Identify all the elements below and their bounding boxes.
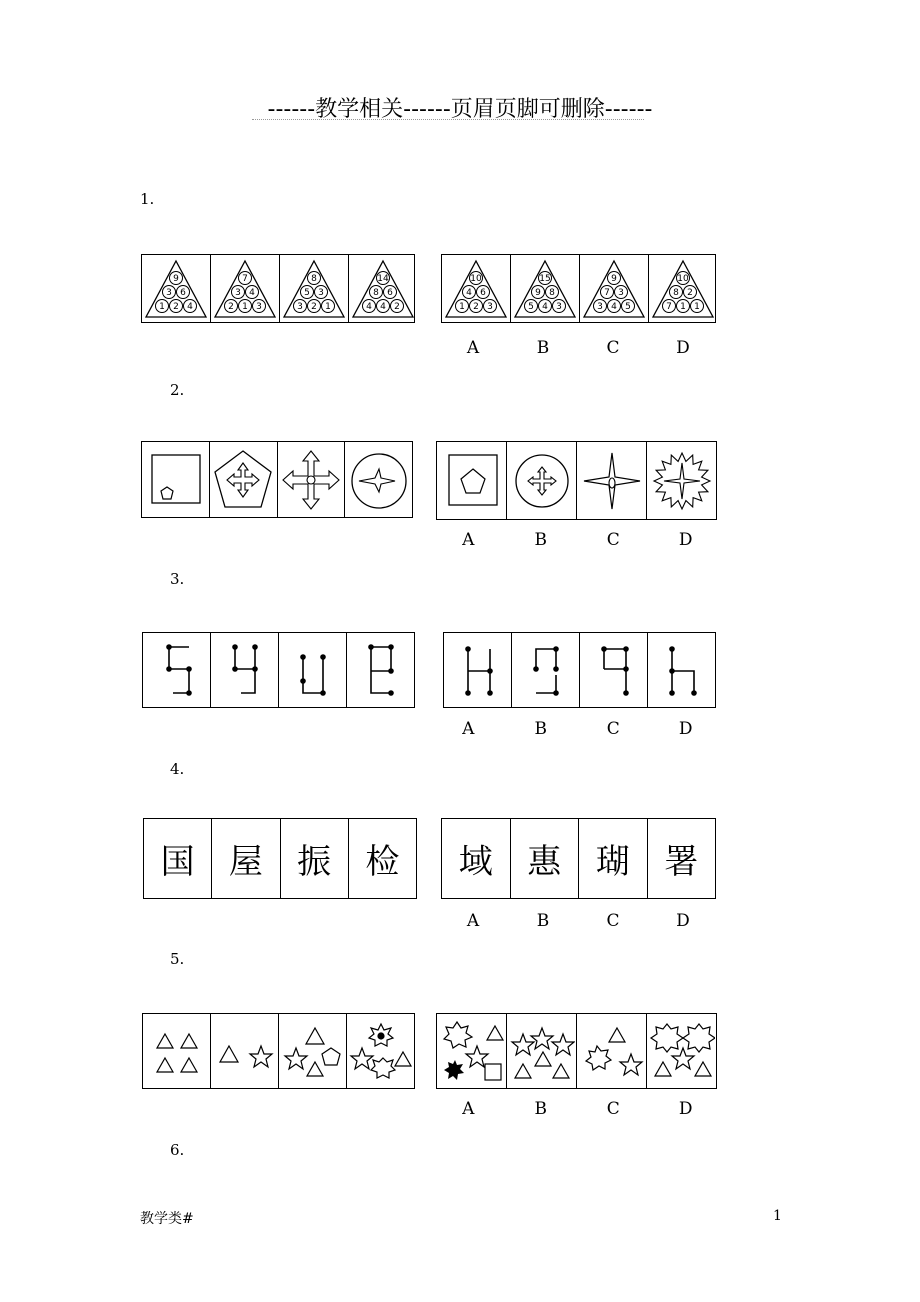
number-label: 3 — [166, 287, 172, 298]
q4-character-2: 屋 — [212, 819, 280, 898]
option-d-label[interactable]: D — [678, 1099, 693, 1119]
number-label: 1 — [680, 301, 686, 312]
q2-option-a[interactable] — [437, 442, 507, 519]
number-triangle-figure — [580, 257, 648, 321]
q3-option-d[interactable] — [648, 633, 715, 707]
arrows-cross-figure — [279, 445, 343, 515]
q2-figure-4 — [345, 442, 412, 517]
question-4-stimulus — [143, 818, 417, 899]
q1-option-3[interactable] — [580, 255, 649, 322]
question-3-options — [443, 632, 716, 708]
q5-option-a[interactable] — [437, 1014, 507, 1088]
number-triangle-figure — [349, 257, 417, 321]
number-label: 10 — [470, 273, 482, 284]
number-label: 14 — [377, 273, 389, 284]
question-2-number: 2. — [170, 381, 185, 399]
q3-figure-3 — [279, 633, 347, 707]
dot-line-option-c — [584, 637, 644, 703]
number-label: 6 — [480, 287, 486, 298]
number-label: 6 — [387, 287, 393, 298]
stars-triangle-figure — [349, 1016, 413, 1086]
q4-character-1: 国 — [144, 819, 212, 898]
q1-figure-3 — [280, 255, 349, 322]
question-4-options — [441, 818, 716, 899]
number-label: 9 — [535, 287, 541, 298]
question-3-stimulus — [142, 632, 415, 708]
number-triangle-figure — [280, 257, 348, 321]
question-2-option-labels — [432, 530, 722, 550]
q2-figure-2 — [210, 442, 278, 517]
option-b-label[interactable]: B — [536, 911, 550, 931]
page-number: 1 — [773, 1208, 782, 1224]
q3-option-c[interactable] — [580, 633, 648, 707]
option-d-label[interactable]: D — [676, 911, 690, 931]
pentagon-arrows-figure — [211, 445, 275, 515]
number-label: 4 — [187, 301, 193, 312]
q3-figure-4 — [347, 633, 414, 707]
option-b-label[interactable]: B — [534, 719, 547, 739]
number-label: 4 — [249, 287, 255, 298]
question-4-number: 4. — [170, 760, 185, 778]
number-label: 5 — [528, 301, 534, 312]
q1-option-4[interactable] — [649, 255, 717, 322]
number-label: 3 — [618, 287, 624, 298]
option-b-label[interactable]: B — [534, 1099, 547, 1119]
square-pentagon-option — [440, 445, 504, 517]
q4-option-a[interactable]: 域 — [442, 819, 511, 898]
question-2-options — [436, 441, 717, 520]
option-c-label[interactable]: C — [606, 1099, 620, 1119]
question-3-option-labels — [432, 719, 722, 739]
q4-option-d[interactable]: 署 — [664, 842, 699, 882]
number-label: 7 — [242, 273, 248, 284]
shapes-option-b — [509, 1016, 575, 1086]
number-triangle-figure — [142, 257, 210, 321]
number-label: 7 — [604, 287, 610, 298]
q3-figure-1 — [143, 633, 211, 707]
option-c-label[interactable]: C — [606, 338, 620, 358]
q4-character-4: 检 — [365, 842, 400, 882]
option-a-label[interactable]: A — [462, 719, 475, 739]
shapes-option-a — [439, 1016, 505, 1086]
header-rule — [252, 119, 644, 120]
q5-figure-2 — [211, 1014, 279, 1088]
q4-option-b[interactable]: 惠 — [511, 819, 580, 898]
number-label: 5 — [304, 287, 310, 298]
burst-star-option — [650, 445, 714, 517]
question-6-number: 6. — [170, 1141, 185, 1159]
number-label: 4 — [611, 301, 617, 312]
dot-line-option-d — [652, 637, 712, 703]
number-label: 2 — [473, 301, 479, 312]
question-3-number: 3. — [170, 570, 185, 588]
footer-left-text: 教学类# — [140, 1211, 194, 1227]
four-point-star-option — [580, 445, 644, 517]
q2-option-c[interactable] — [577, 442, 647, 519]
number-label: 7 — [666, 301, 672, 312]
mixed-shapes-figure — [281, 1016, 345, 1086]
option-a-label[interactable]: A — [466, 911, 480, 931]
question-5-options — [436, 1013, 717, 1089]
page-header: ------教学相关------页眉页脚可删除------ — [267, 97, 653, 122]
number-label: 4 — [366, 301, 372, 312]
q1-figure-4 — [349, 255, 417, 322]
q2-figure-1 — [142, 442, 210, 517]
number-triangle-figure — [649, 257, 717, 321]
dot-line-4-figure — [215, 637, 275, 703]
number-label: 6 — [180, 287, 186, 298]
q5-figure-1 — [143, 1014, 211, 1088]
number-label: 15 — [539, 273, 551, 284]
number-label: 2 — [394, 301, 400, 312]
dot-line-e-figure — [351, 637, 411, 703]
option-a-label[interactable]: A — [462, 530, 475, 550]
number-label: 2 — [173, 301, 179, 312]
dot-line-option-a — [448, 637, 508, 703]
q3-option-b[interactable] — [512, 633, 580, 707]
q1-option-2[interactable] — [511, 255, 580, 322]
q1-figure-2 — [211, 255, 280, 322]
q4-option-c[interactable]: 瑚 — [579, 819, 648, 898]
number-label: 8 — [673, 287, 679, 298]
question-1-number: 1. — [140, 190, 155, 208]
number-label: 3 — [318, 287, 324, 298]
option-c-label[interactable]: C — [606, 719, 620, 739]
question-1-stimulus — [141, 254, 415, 323]
dot-line-option-b — [516, 637, 576, 703]
square-pentagon-figure — [145, 447, 205, 513]
number-label: 4 — [466, 287, 472, 298]
number-label: 8 — [549, 287, 555, 298]
number-label: 8 — [311, 273, 317, 284]
number-label: 4 — [380, 301, 386, 312]
q3-figure-2 — [211, 633, 279, 707]
triangle-star-figure — [213, 1016, 277, 1086]
number-label: 10 — [677, 273, 689, 284]
question-5-number: 5. — [170, 950, 185, 968]
number-label: 2 — [228, 301, 234, 312]
q5-option-b[interactable] — [507, 1014, 577, 1088]
number-label: 1 — [459, 301, 465, 312]
number-label: 1 — [242, 301, 248, 312]
number-label: 3 — [256, 301, 262, 312]
number-label: 8 — [373, 287, 379, 298]
q2-option-d[interactable] — [647, 442, 716, 519]
number-label: 3 — [556, 301, 562, 312]
number-label: 1 — [325, 301, 331, 312]
number-label: 3 — [235, 287, 241, 298]
option-d-label[interactable]: D — [678, 530, 693, 550]
question-1-options — [441, 254, 716, 323]
option-d-label[interactable]: D — [678, 719, 693, 739]
q3-option-a[interactable] — [444, 633, 512, 707]
number-label: 2 — [311, 301, 317, 312]
number-triangle-figure — [511, 257, 579, 321]
number-label: 5 — [625, 301, 631, 312]
number-label: 3 — [297, 301, 303, 312]
option-d-label[interactable]: D — [676, 338, 690, 358]
q5-figure-3 — [279, 1014, 347, 1088]
question-1-option-labels — [438, 338, 718, 358]
number-label: 3 — [487, 301, 493, 312]
number-label: 9 — [611, 273, 617, 284]
question-4-option-labels — [438, 911, 718, 931]
shapes-option-c — [579, 1016, 645, 1086]
shapes-option-d — [649, 1016, 715, 1086]
option-b-label[interactable]: B — [536, 338, 550, 358]
dot-line-u-figure — [283, 637, 343, 703]
question-5-option-labels — [432, 1099, 722, 1119]
q4-character-3: 振 — [281, 819, 349, 898]
number-label: 1 — [159, 301, 165, 312]
number-label: 2 — [687, 287, 693, 298]
option-a-label[interactable]: A — [466, 338, 480, 358]
question-2-stimulus — [141, 441, 413, 518]
option-c-label[interactable]: C — [606, 530, 620, 550]
q2-figure-3 — [278, 442, 346, 517]
four-triangles-figure — [145, 1016, 209, 1086]
circle-star-figure — [347, 445, 411, 515]
option-b-label[interactable]: B — [534, 530, 547, 550]
dot-line-s-figure — [147, 637, 207, 703]
number-label: 3 — [597, 301, 603, 312]
q5-option-d[interactable] — [647, 1014, 716, 1088]
q5-figure-4 — [347, 1014, 414, 1088]
q2-option-b[interactable] — [507, 442, 577, 519]
number-triangle-figure — [211, 257, 279, 321]
question-5-stimulus — [142, 1013, 415, 1089]
option-c-label[interactable]: C — [606, 911, 620, 931]
option-a-label[interactable]: A — [462, 1099, 475, 1119]
number-triangle-figure — [442, 257, 510, 321]
circle-arrows-option — [510, 445, 574, 517]
number-label: 4 — [542, 301, 548, 312]
q1-figure-1 — [142, 255, 211, 322]
number-label: 1 — [694, 301, 700, 312]
number-label: 9 — [173, 273, 179, 284]
q5-option-c[interactable] — [577, 1014, 647, 1088]
q1-option-1[interactable] — [442, 255, 511, 322]
